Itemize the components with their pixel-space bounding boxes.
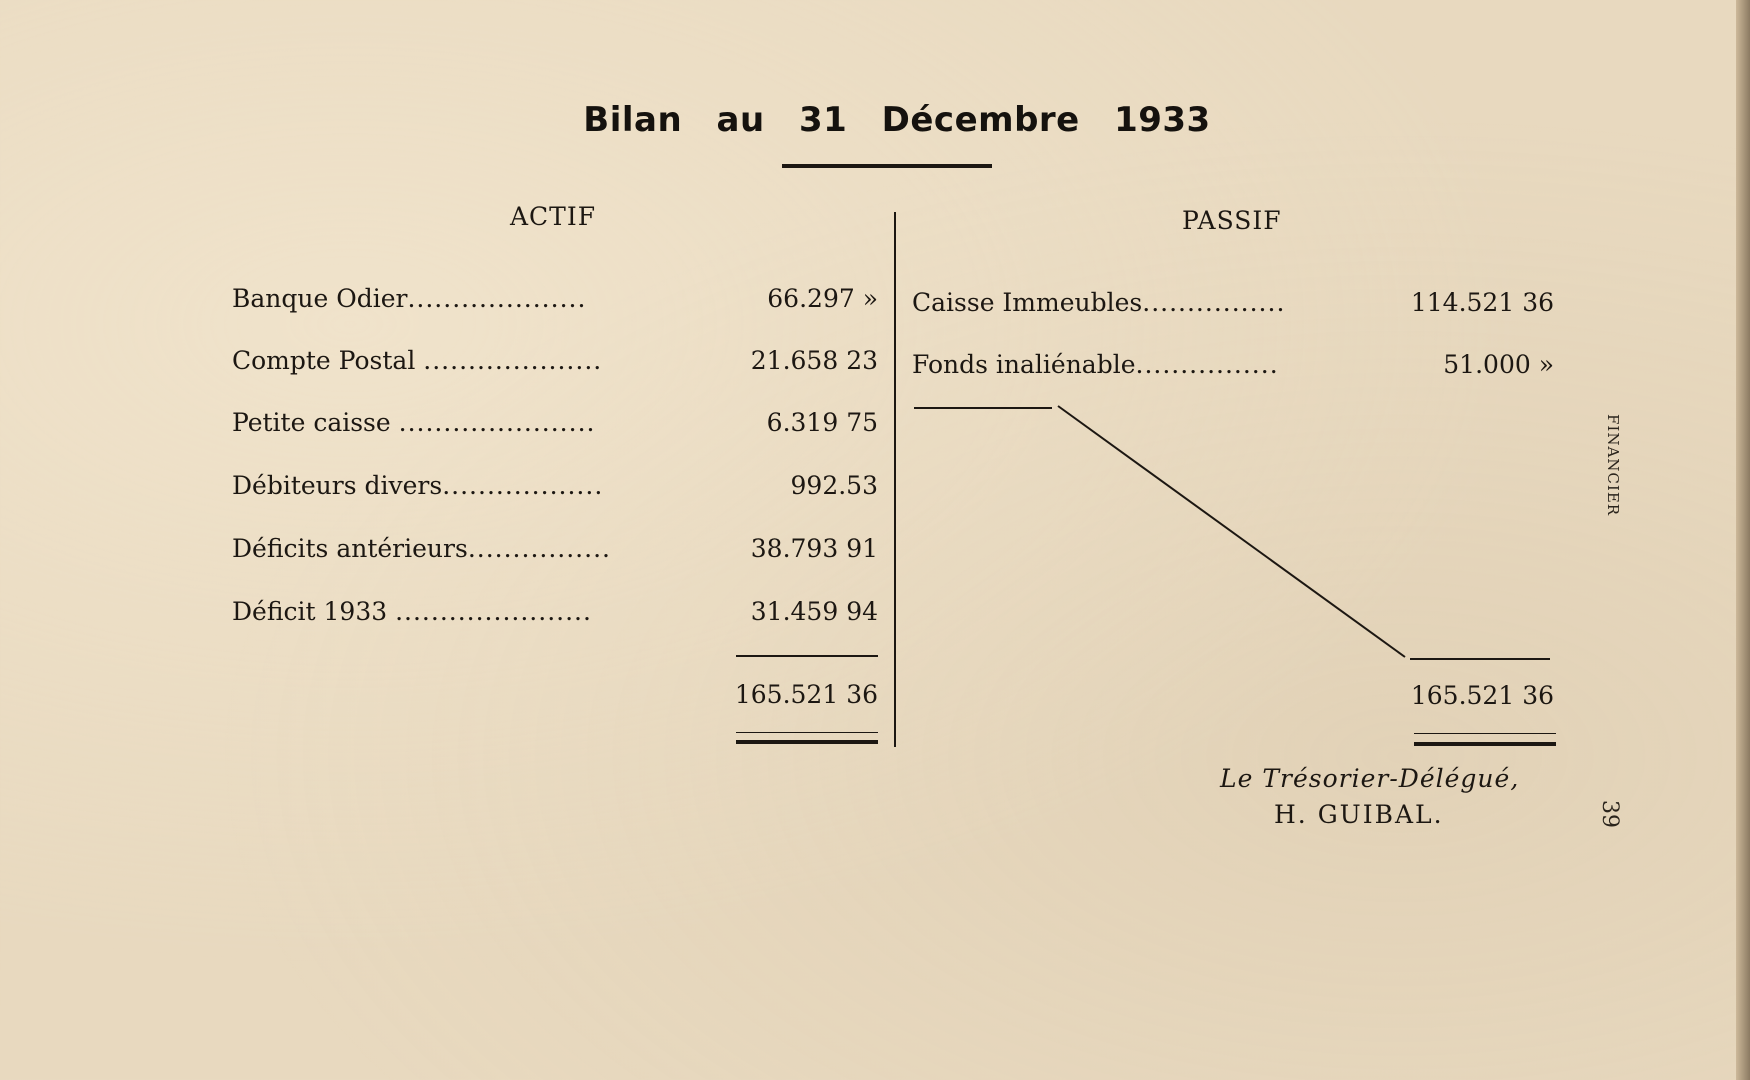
actif-subtotal-rule	[736, 655, 878, 657]
actif-row-label: Compte Postal	[232, 346, 416, 375]
passif-row-amount: 51.000 »	[1443, 350, 1554, 379]
page-edge	[1736, 0, 1750, 1080]
leader-dots: ......................	[395, 597, 592, 626]
signature-name: H. GUIBAL.	[1274, 800, 1444, 829]
passif-row	[912, 288, 1285, 317]
running-header: FINANCIER	[1604, 414, 1622, 517]
actif-row	[232, 471, 603, 500]
actif-row	[232, 346, 602, 375]
actif-total: 165.521 36	[734, 680, 878, 709]
actif-row	[232, 408, 595, 437]
column-divider	[894, 212, 896, 747]
leader-dots: ................	[1135, 350, 1279, 379]
page-title: Bilan au 31 Décembre 1933	[583, 100, 1211, 140]
actif-heading: ACTIF	[510, 202, 597, 231]
page-number: 39	[1597, 800, 1622, 828]
title-underline	[782, 164, 992, 168]
actif-row-label: Banque Odier	[232, 284, 408, 313]
actif-row-label: Petite caisse	[232, 408, 391, 437]
passif-row-label: Caisse Immeubles	[912, 288, 1143, 317]
passif-row-label: Fonds inaliénable	[912, 350, 1136, 379]
actif-row-amount: 31.459 94	[750, 597, 878, 626]
actif-total-rule-thin	[736, 732, 878, 733]
actif-row	[232, 534, 611, 563]
actif-total-rule-thick	[736, 740, 878, 744]
leader-dots: ....................	[407, 284, 587, 313]
leader-dots: ....................	[423, 346, 603, 375]
actif-row	[232, 284, 586, 313]
leader-dots: ................	[467, 534, 611, 563]
actif-row-amount: 992.53	[790, 471, 878, 500]
passif-row-amount: 114.521 36	[1410, 288, 1554, 317]
passif-total: 165.521 36	[1410, 681, 1554, 710]
actif-row-amount: 21.658 23	[750, 346, 878, 375]
actif-row-amount: 38.793 91	[750, 534, 878, 563]
signature-title: Le Trésorier-Délégué,	[1220, 764, 1520, 793]
leader-dots: ..................	[442, 471, 604, 500]
passif-heading: PASSIF	[1182, 206, 1282, 235]
leader-dots: ......................	[398, 408, 596, 437]
leader-dots: ................	[1142, 288, 1286, 317]
actif-row	[232, 597, 592, 626]
actif-row-label: Déficit 1933	[232, 597, 388, 626]
actif-row-label: Déficits antérieurs	[232, 534, 468, 563]
passif-total-rule-thick	[1414, 742, 1556, 746]
actif-row-amount: 66.297 »	[767, 284, 878, 313]
actif-row-amount: 6.319 75	[766, 408, 878, 437]
diagonal-stroke	[1058, 406, 1405, 657]
passif-row	[912, 350, 1279, 379]
actif-row-label: Débiteurs divers	[232, 471, 443, 500]
passif-total-rule-thin	[1414, 733, 1556, 734]
